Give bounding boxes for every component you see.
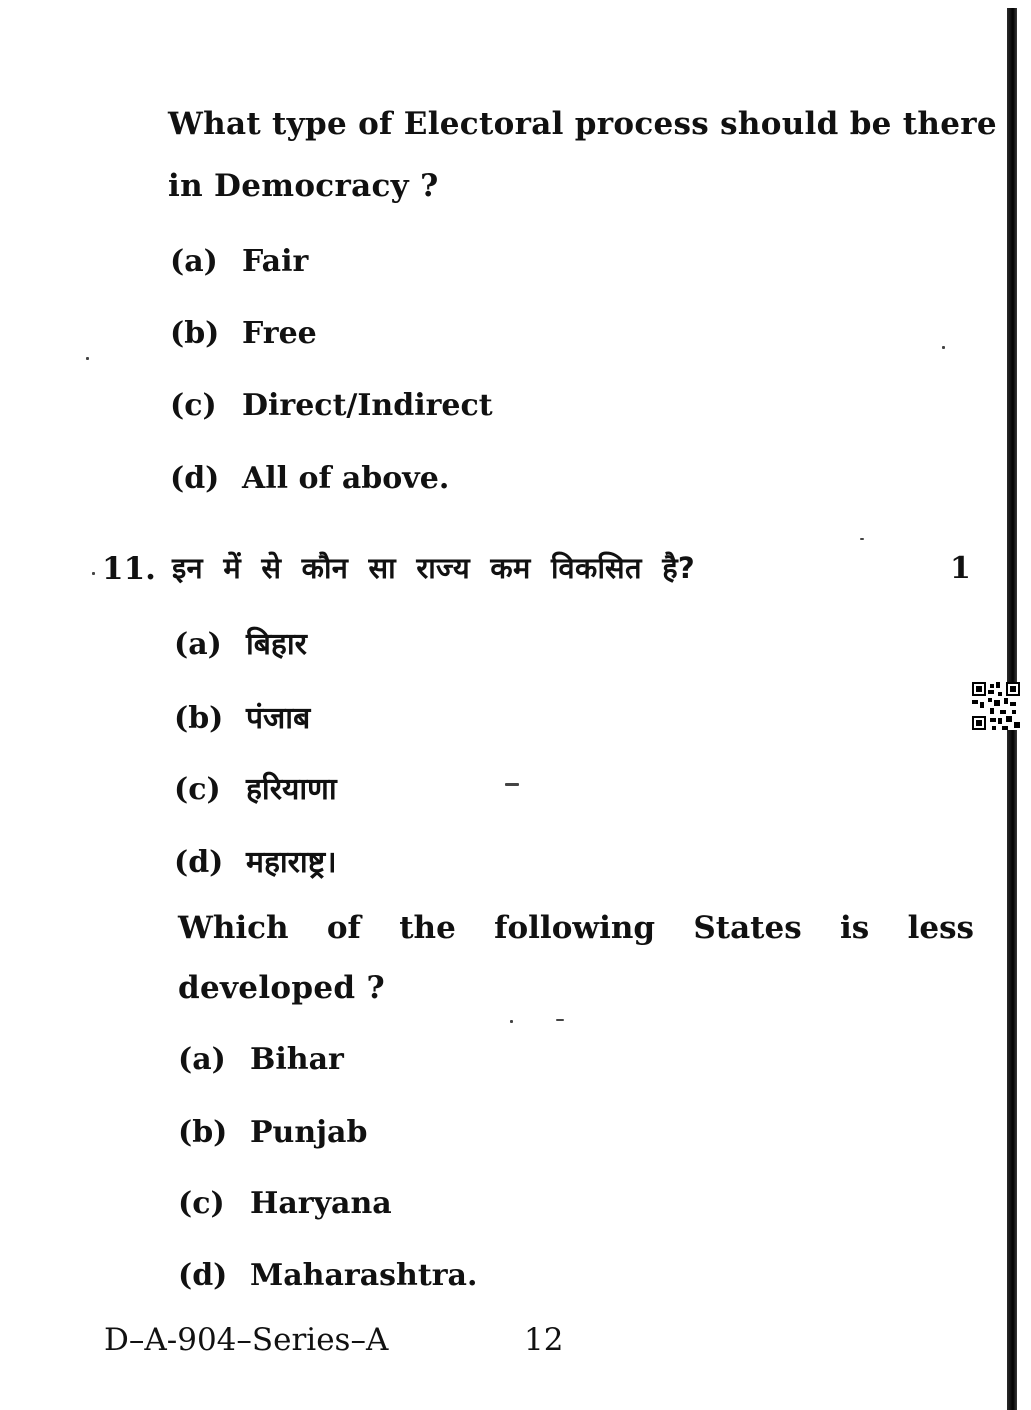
q11-marks: 1	[950, 551, 971, 586]
option-text: Direct/Indirect	[242, 388, 493, 423]
q11-hindi-option-a	[174, 622, 307, 663]
word: following	[494, 910, 656, 946]
q11-english-question-line-1	[178, 910, 974, 946]
option-text: All of above.	[242, 461, 450, 496]
word: the	[399, 910, 456, 946]
word: States	[693, 910, 802, 946]
option-text: Free	[242, 316, 317, 351]
scan-speck	[92, 572, 95, 575]
option-label: (b)	[178, 1115, 228, 1150]
option-label: (a)	[170, 244, 218, 279]
qr-code-icon	[972, 682, 1020, 730]
option-label: (a)	[178, 1042, 226, 1077]
option-label: (a)	[174, 627, 222, 662]
q11-english-option-c	[178, 1186, 392, 1221]
q11-english-option-b	[178, 1115, 367, 1150]
q10-question-line-1: What type of Electoral process should be there	[168, 106, 997, 142]
q11-english-option-d	[178, 1258, 477, 1293]
q11-hindi-option-c	[174, 767, 337, 808]
q11-hindi-question: इन में से कौन सा राज्य कम विकसित है?	[172, 551, 696, 585]
option-text: Bihar	[250, 1042, 344, 1077]
option-text: Fair	[242, 244, 309, 279]
q10-question-line-2: in Democracy ?	[168, 168, 439, 204]
scan-speck	[556, 1019, 564, 1021]
option-text: Haryana	[250, 1186, 392, 1221]
scan-speck	[505, 783, 519, 786]
scan-speck	[860, 538, 864, 540]
option-label: (d)	[174, 845, 224, 880]
option-text: Maharashtra.	[250, 1258, 478, 1293]
scan-speck	[510, 1020, 513, 1023]
q10-option-d	[170, 461, 449, 496]
option-text: महाराष्ट्र।	[246, 845, 337, 880]
scan-speck	[86, 357, 89, 360]
option-label: (c)	[174, 772, 221, 807]
q11-english-question-line-2: developed ?	[178, 970, 385, 1006]
q11-hindi-option-b	[174, 696, 310, 737]
option-label: (c)	[178, 1186, 225, 1221]
q11-english-option-a	[178, 1042, 344, 1077]
option-label: (d)	[178, 1258, 228, 1293]
word: Which	[178, 910, 289, 946]
q10-option-c	[170, 388, 493, 423]
word: less	[907, 910, 974, 946]
word: of	[326, 910, 361, 946]
option-label: (b)	[174, 701, 224, 736]
option-text: हरियाणा	[246, 772, 337, 807]
q10-option-a	[170, 244, 308, 279]
footer-series-code: D–A-904–Series–A	[104, 1322, 389, 1358]
q10-option-b	[170, 316, 317, 351]
option-text: बिहार	[246, 627, 307, 662]
scan-speck	[942, 346, 945, 349]
option-label: (c)	[170, 388, 217, 423]
q11-number: 11.	[102, 551, 156, 587]
option-label: (d)	[170, 461, 220, 496]
option-text: पंजाब	[246, 701, 311, 736]
word: is	[840, 910, 870, 946]
q11-hindi-option-d	[174, 840, 337, 881]
option-text: Punjab	[250, 1115, 368, 1150]
footer-page-number: 12	[524, 1322, 564, 1358]
option-label: (b)	[170, 316, 220, 351]
